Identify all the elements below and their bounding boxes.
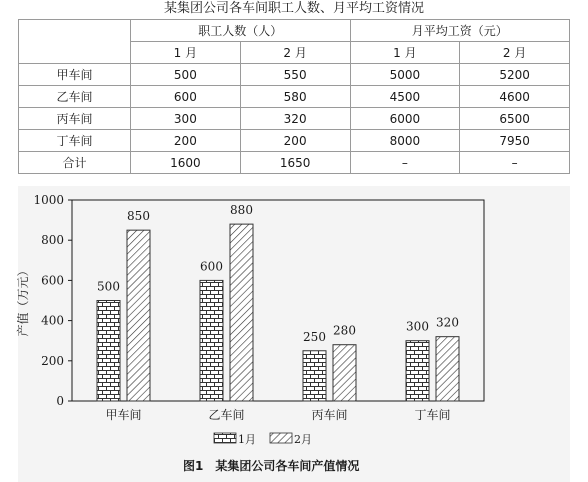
table-cell: 550 [240, 64, 350, 86]
table-cell: 4500 [350, 86, 460, 108]
bar [97, 301, 120, 402]
table-cell: 6000 [350, 108, 460, 130]
chart-area [18, 186, 570, 482]
x-tick-label: 乙车间 [208, 408, 245, 422]
table-cell: 200 [131, 130, 241, 152]
column-header: 2 月 [240, 42, 350, 64]
table-cell: 200 [240, 130, 350, 152]
table-cell: – [350, 152, 460, 174]
data-label: 880 [230, 203, 253, 218]
y-tick-label: 800 [41, 233, 64, 248]
data-label: 250 [303, 329, 326, 344]
data-label: 600 [200, 259, 223, 274]
legend-label: 1月 [238, 433, 256, 446]
y-axis-label: 产值（万元） [16, 264, 30, 337]
column-group-salary: 月平均工资（元） [350, 20, 570, 42]
table-cell: 5000 [350, 64, 460, 86]
bar [303, 351, 326, 401]
bar [333, 345, 356, 401]
legend-swatch [214, 433, 236, 443]
table-corner-cell [19, 20, 131, 64]
y-tick-label: 600 [41, 273, 64, 288]
legend-swatch [270, 433, 292, 443]
column-header: 2 月 [460, 42, 570, 64]
column-header: 1 月 [131, 42, 241, 64]
table-cell: – [460, 152, 570, 174]
table-cell: 4600 [460, 86, 570, 108]
x-tick-label: 丁车间 [414, 408, 451, 422]
column-header: 1 月 [350, 42, 460, 64]
data-label: 280 [333, 323, 356, 338]
table-cell: 320 [240, 108, 350, 130]
y-tick-label: 400 [41, 313, 64, 328]
row-label: 乙车间 [19, 86, 131, 108]
y-tick-label: 200 [41, 353, 64, 368]
table-cell: 600 [131, 86, 241, 108]
table-caption: 某集团公司各车间职工人数、月平均工资情况 [163, 1, 424, 16]
x-tick-label: 丙车间 [311, 408, 348, 422]
bar [127, 230, 150, 401]
x-tick-label: 甲车间 [105, 408, 142, 422]
data-label: 500 [97, 279, 120, 294]
data-label: 320 [436, 315, 459, 330]
bar [200, 280, 223, 401]
legend-label: 2月 [294, 433, 312, 446]
table-cell: 1600 [131, 152, 241, 174]
data-label: 850 [127, 209, 150, 224]
data-table [18, 19, 570, 174]
chart-title: 图1 某集团公司各车间产值情况 [183, 459, 360, 473]
table-row [19, 130, 570, 152]
table-cell: 6500 [460, 108, 570, 130]
bar [436, 337, 459, 401]
table-cell: 8000 [350, 130, 460, 152]
y-tick-label: 1000 [33, 193, 64, 207]
row-label: 丙车间 [19, 108, 131, 130]
table-header-row [19, 20, 570, 42]
table-cell: 5200 [460, 64, 570, 86]
row-label: 甲车间 [19, 64, 131, 86]
table-total-row [19, 152, 570, 174]
table-cell: 580 [240, 86, 350, 108]
table-cell: 300 [131, 108, 241, 130]
row-label: 合计 [19, 152, 131, 174]
table-row [19, 86, 570, 108]
bar-chart [18, 186, 570, 482]
table-cell: 500 [131, 64, 241, 86]
table-row [19, 64, 570, 86]
row-label: 丁车间 [19, 130, 131, 152]
table-row [19, 108, 570, 130]
table-cell: 1650 [240, 152, 350, 174]
data-label: 300 [406, 319, 429, 334]
bar [406, 341, 429, 401]
bar [230, 224, 253, 401]
y-tick-label: 0 [56, 394, 64, 408]
table-cell: 7950 [460, 130, 570, 152]
column-group-employees: 职工人数（人） [131, 20, 351, 42]
